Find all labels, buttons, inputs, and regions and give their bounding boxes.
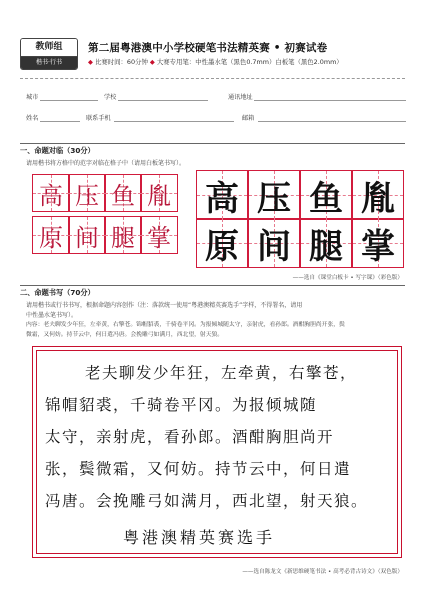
grid-char: 腿 [309,226,343,267]
grid-char: 高 [39,181,63,210]
form-row-1 [26,92,406,104]
section-divider [20,143,405,144]
grid-cell [32,174,70,212]
grid-char: 间 [257,226,291,267]
section2-title: 二、命题书写（70分） [20,288,95,297]
exam-info [88,57,418,66]
content-text-2: 微霜，又何妨。持节云中，何日遣冯唐。会挽雕弓如满月，西北望，射天狼。 [26,332,224,338]
grid-cell [352,170,404,220]
section2-instruction-1: 请用楷书或行书书写，根据命题内容创作（注：落款统一使用“粤港澳精英赛选手”字样，不得署名，请用 [26,302,303,309]
grid-cell [68,216,106,254]
signature: 粤港澳精英赛选手 [123,528,276,547]
poem-line: 老夫聊发少年狂，左牵黄，右擎苍， [85,364,358,382]
email-label: 邮箱 [242,115,255,122]
grid-cell [104,174,142,212]
grid-cell [300,170,352,220]
grid-char: 掌 [361,226,395,267]
badge-subtitle: 楷书·行书 [21,57,77,69]
poem-line: 太守，亲射虎，看孙郎。酒酣胸胆尚开 [45,428,335,446]
grid-cell [140,174,178,212]
exam-pen: 大赛专用笔：中性墨水笔（黑色0.7mm）白板笔（黑色2.0mm） [156,58,343,66]
name-field[interactable] [40,121,80,122]
grid-char: 原 [39,223,63,252]
content-label: 内容： [26,322,44,328]
section1-title: 一、命题对临（30分） [20,146,95,155]
poem-line: 张，鬓微霜，又何妨。持节云中，何日遣 [45,460,352,478]
grid-char: 鱼 [111,181,135,210]
writing-box [32,346,402,558]
bullet-icon: ◆ [88,58,93,66]
grid-char: 鱼 [309,178,343,219]
grid-char: 胤 [147,181,171,210]
grid-cell [248,170,300,220]
phone-label: 联系手机 [86,115,111,122]
grid-cell [300,218,352,268]
group-badge [20,38,78,70]
grid-char: 高 [205,178,239,219]
section1-source: ——选自《课堂白板卡 • 写字课》（彩色版） [292,275,403,281]
grid-char: 压 [257,178,291,219]
address-field[interactable] [254,100,406,101]
grid-char: 原 [205,226,239,267]
grid-cell [248,218,300,268]
form-row-2 [26,113,406,125]
exam-time: 比赛时间：60分钟 [94,58,148,66]
grid-char: 胤 [361,178,395,219]
badge-title: 教师组 [21,39,77,57]
bullet-icon: ◆ [149,58,155,66]
address-label: 通讯地址 [228,94,253,101]
section2-source: ——选自陈龙文《新思维硬笔书法 • 高考必背古诗文》（双色版） [242,569,403,575]
poem-line: 冯唐。会挽雕弓如满月，西北望，射天狼。 [45,492,369,510]
city-field[interactable] [40,100,98,101]
divider [20,78,405,79]
grid-cell [196,218,248,268]
section2-content [26,320,404,340]
grid-cell [104,216,142,254]
section1-instruction: 请用楷书将方格中的范字对临在格子中（请用白板笔书写）。 [26,160,186,167]
grid-char: 间 [75,223,99,252]
school-field[interactable] [118,100,208,101]
name-label: 姓名 [26,115,39,122]
content-text-1: 老夫聊发少年狂，左牵黄，右擎苍。锦帽貂裘，千骑卷平冈。为报倾城随太守，亲射虎，看孙郎。酒酣胸胆尚开张，鬓 [43,322,345,328]
email-field[interactable] [258,121,406,122]
grid-cell [352,218,404,268]
school-label: 学校 [104,94,117,101]
grid-cell [32,216,70,254]
grid-cell [196,170,248,220]
page-title: 第二届粤港澳中小学校硬笔书法精英赛 • 初赛试卷 [88,42,328,54]
grid-cell [68,174,106,212]
section-divider [20,285,405,286]
poem-line: 锦帽貂裘，千骑卷平冈。为报倾城随 [45,396,318,414]
grid-char: 压 [75,181,99,210]
city-label: 城市 [26,94,39,101]
grid-char: 掌 [147,223,171,252]
grid-cell [140,216,178,254]
section2-instruction-2: 中性墨水笔书写）。 [26,312,78,319]
phone-field[interactable] [114,121,234,122]
grid-char: 腿 [111,223,135,252]
